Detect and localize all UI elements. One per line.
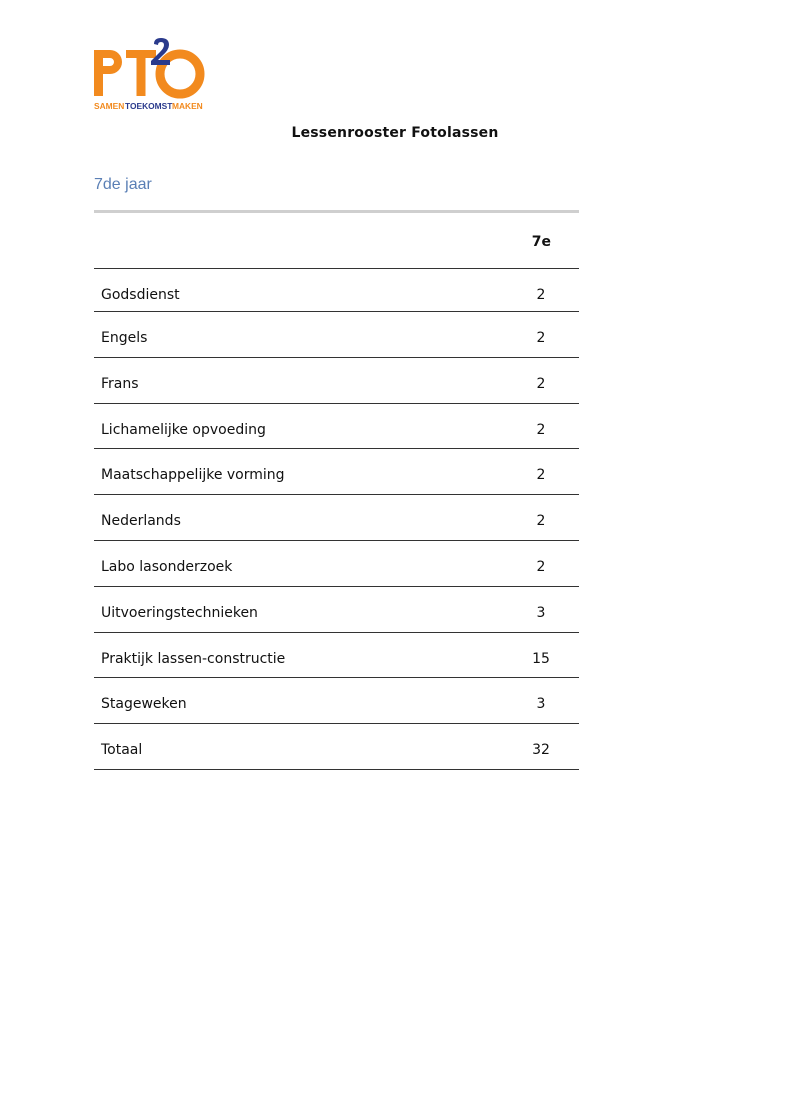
svg-text:SAMEN: SAMEN <box>94 101 125 111</box>
table-row <box>94 541 579 587</box>
subject-cell: Uitvoeringstechnieken <box>101 604 258 621</box>
svg-text:MAKEN: MAKEN <box>172 101 203 111</box>
subject-cell: Lichamelijke opvoeding <box>101 421 266 438</box>
table-row <box>94 724 579 770</box>
hours-cell: 2 <box>536 467 546 484</box>
table-header-row <box>94 213 579 269</box>
svg-text:TOEKOMST: TOEKOMST <box>125 101 173 111</box>
subject-cell: Maatschappelijke vorming <box>101 467 285 484</box>
table-row <box>94 495 579 541</box>
table-row <box>94 633 579 679</box>
table-row <box>94 587 579 633</box>
subject-cell: Godsdienst <box>101 287 180 303</box>
subject-cell: Labo lasonderzoek <box>101 558 233 575</box>
table-row <box>94 312 579 358</box>
hours-cell: 2 <box>536 287 546 303</box>
hours-cell: 2 <box>536 330 546 346</box>
hours-cell: 2 <box>536 375 546 392</box>
hours-cell: 15 <box>532 650 550 667</box>
hours-cell: 3 <box>536 696 546 713</box>
subject-cell: Praktijk lassen-constructie <box>101 650 286 667</box>
hours-cell: 3 <box>536 604 546 621</box>
subject-cell: Frans <box>101 375 139 392</box>
pt2o-logo-mark <box>92 38 212 112</box>
subject-cell: Engels <box>101 330 148 346</box>
subject-cell: Nederlands <box>101 513 181 530</box>
table-row <box>94 404 579 450</box>
table-row <box>94 358 579 404</box>
hours-cell: 2 <box>536 513 546 530</box>
hours-cell: 2 <box>536 558 546 575</box>
table-row <box>94 678 579 724</box>
pt2o-logo <box>92 38 212 112</box>
table-body <box>94 269 579 770</box>
table-row <box>94 449 579 495</box>
subject-cell: Stageweken <box>101 696 187 713</box>
hours-cell: 2 <box>536 421 546 438</box>
table-row <box>94 269 579 312</box>
column-header-year: 7e <box>531 234 551 250</box>
hours-cell: 32 <box>532 742 550 759</box>
document-title: Lessenrooster Fotolassen <box>291 125 499 141</box>
timetable <box>94 210 579 770</box>
subject-cell: Totaal <box>101 742 143 759</box>
section-heading: 7de jaar <box>94 176 152 193</box>
